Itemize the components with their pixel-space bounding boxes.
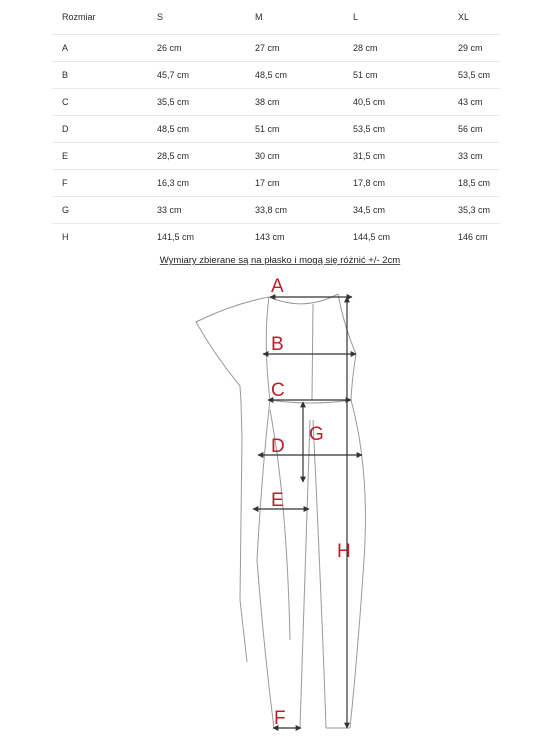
table-cell: 141,5 cm bbox=[157, 232, 195, 242]
left-body-side bbox=[266, 297, 270, 400]
right-leg-inner bbox=[313, 420, 326, 728]
measure-label: G bbox=[52, 197, 147, 224]
table-cell: 48,5 cm bbox=[147, 116, 245, 143]
measure-label: A bbox=[52, 35, 147, 62]
label-c: C bbox=[271, 380, 285, 401]
measurement-lines bbox=[253, 297, 362, 728]
table-cell: 45,7 cm bbox=[147, 62, 245, 89]
measure-label: D bbox=[52, 116, 147, 143]
label-e: E bbox=[271, 490, 284, 511]
label-d: D bbox=[271, 436, 285, 457]
table-cell: 28,5 cm bbox=[147, 143, 245, 170]
header-cell: L bbox=[343, 0, 448, 35]
header-cell: XL bbox=[448, 0, 500, 35]
header-cell: S bbox=[147, 0, 245, 35]
shoulder-flounce bbox=[196, 297, 269, 402]
table-cell: 29 cm bbox=[448, 35, 500, 62]
header-cell: M bbox=[245, 0, 343, 35]
table-cell: 16,3 cm bbox=[147, 170, 245, 197]
right-leg-outer bbox=[350, 400, 365, 728]
table-cell: 53,5 cm bbox=[343, 116, 448, 143]
table-cell: 51 cm bbox=[343, 62, 448, 89]
jumpsuit-outline bbox=[196, 294, 365, 728]
measurement-labels bbox=[271, 276, 351, 729]
label-b: B bbox=[271, 334, 284, 355]
measure-label: B bbox=[52, 62, 147, 89]
table-cell: 17,8 cm bbox=[343, 170, 448, 197]
table-cell: 143 cm bbox=[255, 232, 285, 242]
label-h: H bbox=[337, 541, 351, 562]
bodice-seam bbox=[312, 304, 313, 400]
measurement-note-text: Wymiary zbierane są na płasko i mogą się różnić +/- 2cm bbox=[159, 255, 401, 266]
table-cell: 144,5 cm bbox=[353, 232, 391, 242]
table-cell: 35,3 cm bbox=[448, 197, 500, 224]
table-cell: 18,5 cm bbox=[448, 170, 500, 197]
table-cell: 53,5 cm bbox=[448, 62, 500, 89]
measure-label: E bbox=[52, 143, 147, 170]
table-cell: 33,8 cm bbox=[245, 197, 343, 224]
table-cell: 27 cm bbox=[245, 35, 343, 62]
table-cell: 33 cm bbox=[147, 197, 245, 224]
header-cell: Rozmiar bbox=[52, 0, 147, 35]
table-cell: 28 cm bbox=[343, 35, 448, 62]
table-cell: 30 cm bbox=[245, 143, 343, 170]
table-cell: 43 cm bbox=[448, 89, 500, 116]
table-cell: 40,5 cm bbox=[343, 89, 448, 116]
drape-panel bbox=[240, 402, 247, 662]
table-cell: 35,5 cm bbox=[147, 89, 245, 116]
label-a: A bbox=[271, 276, 284, 297]
table-cell: 146 cm bbox=[458, 232, 488, 242]
table-cell: 17 cm bbox=[245, 170, 343, 197]
table-cell: 26 cm bbox=[147, 35, 245, 62]
table-cell: 48,5 cm bbox=[245, 62, 343, 89]
measure-label: F bbox=[52, 170, 147, 197]
table-cell: 34,5 cm bbox=[343, 197, 448, 224]
table-cell: 38 cm bbox=[245, 89, 343, 116]
label-g: G bbox=[309, 424, 324, 445]
table-cell: 31,5 cm bbox=[343, 143, 448, 170]
table-cell: 56 cm bbox=[448, 116, 500, 143]
measure-label: C bbox=[52, 89, 147, 116]
table-cell: 33 cm bbox=[448, 143, 500, 170]
left-leg-inner bbox=[300, 420, 310, 728]
label-f: F bbox=[274, 708, 286, 729]
table-cell: 51 cm bbox=[245, 116, 343, 143]
measure-label: H bbox=[62, 232, 69, 242]
